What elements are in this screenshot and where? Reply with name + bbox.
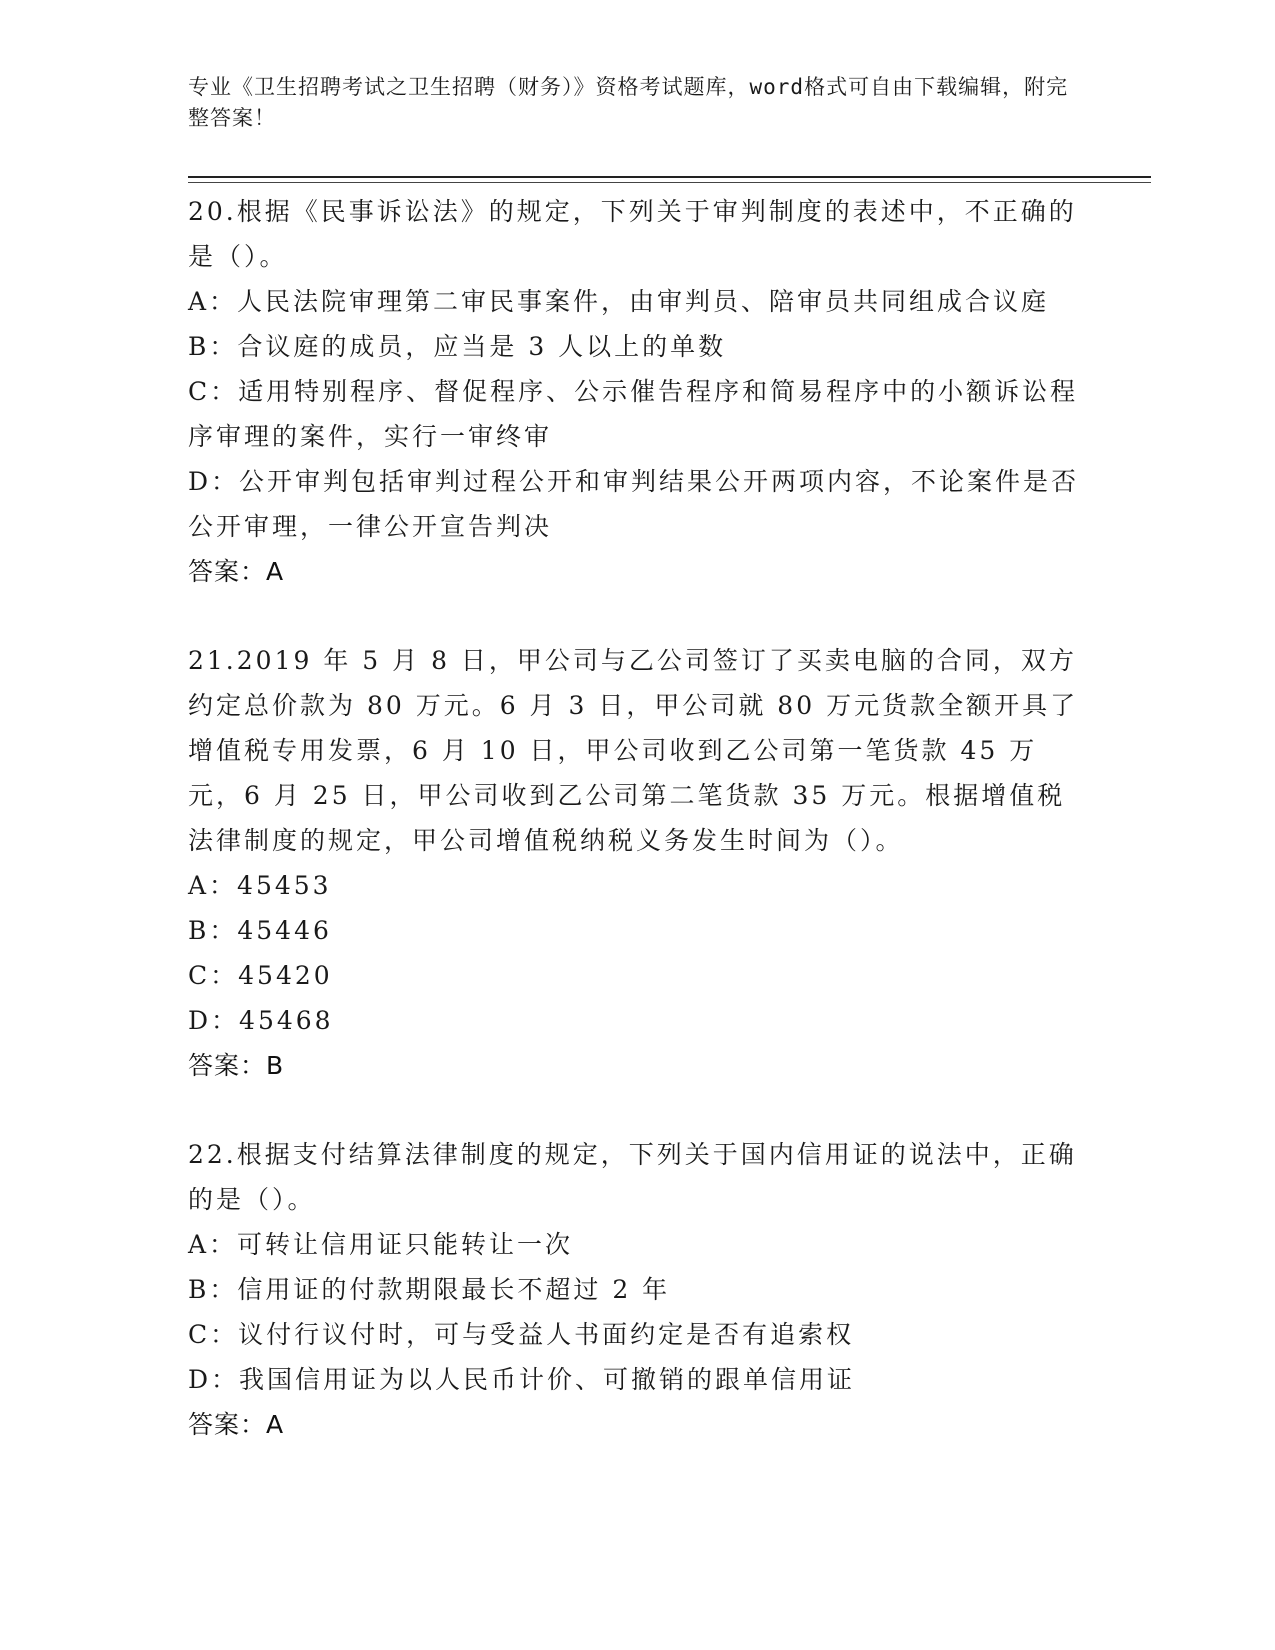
question-20	[188, 189, 1088, 594]
question-text: 20.根据《民事诉讼法》的规定，下列关于审判制度的表述中，不正确的是（）。	[188, 197, 1077, 271]
option-c: C：45420	[188, 961, 333, 990]
question-text: 22.根据支付结算法律制度的规定，下列关于国内信用证的说法中，正确的是（）。	[188, 1140, 1077, 1214]
option-a: A：人民法院审理第二审民事案件，由审判员、陪审员共同组成合议庭	[188, 287, 1050, 316]
question-21	[188, 638, 1088, 1088]
option-d: D：我国信用证为以人民币计价、可撤销的跟单信用证	[188, 1365, 856, 1394]
option-a: A：可转让信用证只能转让一次	[188, 1230, 574, 1259]
header-divider-thin	[188, 182, 1151, 183]
document-header: 专业《卫生招聘考试之卫生招聘（财务）》资格考试题库，word格式可自由下载编辑，附完整答案！	[188, 75, 1069, 130]
question-spacer	[188, 594, 1088, 638]
answer-line: 答案：A	[188, 557, 285, 586]
option-c: C：议付行议付时，可与受益人书面约定是否有追索权	[188, 1320, 855, 1349]
answer-line: 答案：A	[188, 1410, 285, 1439]
question-22	[188, 1132, 1088, 1447]
answer-line: 答案：B	[188, 1051, 285, 1080]
option-b: B：合议庭的成员，应当是 3 人以上的单数	[188, 332, 727, 361]
question-list	[188, 189, 1088, 1447]
option-d: D：45468	[188, 1006, 334, 1035]
option-a: A：45453	[188, 871, 332, 900]
option-c: C：适用特别程序、督促程序、公示催告程序和简易程序中的小额诉讼程序审理的案件，实行一审终审	[188, 377, 1079, 451]
option-d: D：公开审判包括审判过程公开和审判结果公开两项内容，不论案件是否公开审理，一律公开宣告判决	[188, 467, 1080, 541]
option-b: B：信用证的付款期限最长不超过 2 年	[188, 1275, 671, 1304]
option-b: B：45446	[188, 916, 332, 945]
question-spacer	[188, 1088, 1088, 1132]
question-text: 21.2019 年 5 月 8 日，甲公司与乙公司签订了买卖电脑的合同，双方约定总价款为 80 万元。6 月 3 日，甲公司就 80 万元货款全额开具了增值税专用发票，6 月 10 日，甲公司收到乙公司第一笔货款 45 万元，6 月 25 日，甲公司收到乙公司第二笔货款 35 万元。根据增值税法律制度的规定，甲公司增值税纳税义务发生时间为（）。	[188, 646, 1079, 855]
header-divider-thick	[188, 176, 1151, 178]
